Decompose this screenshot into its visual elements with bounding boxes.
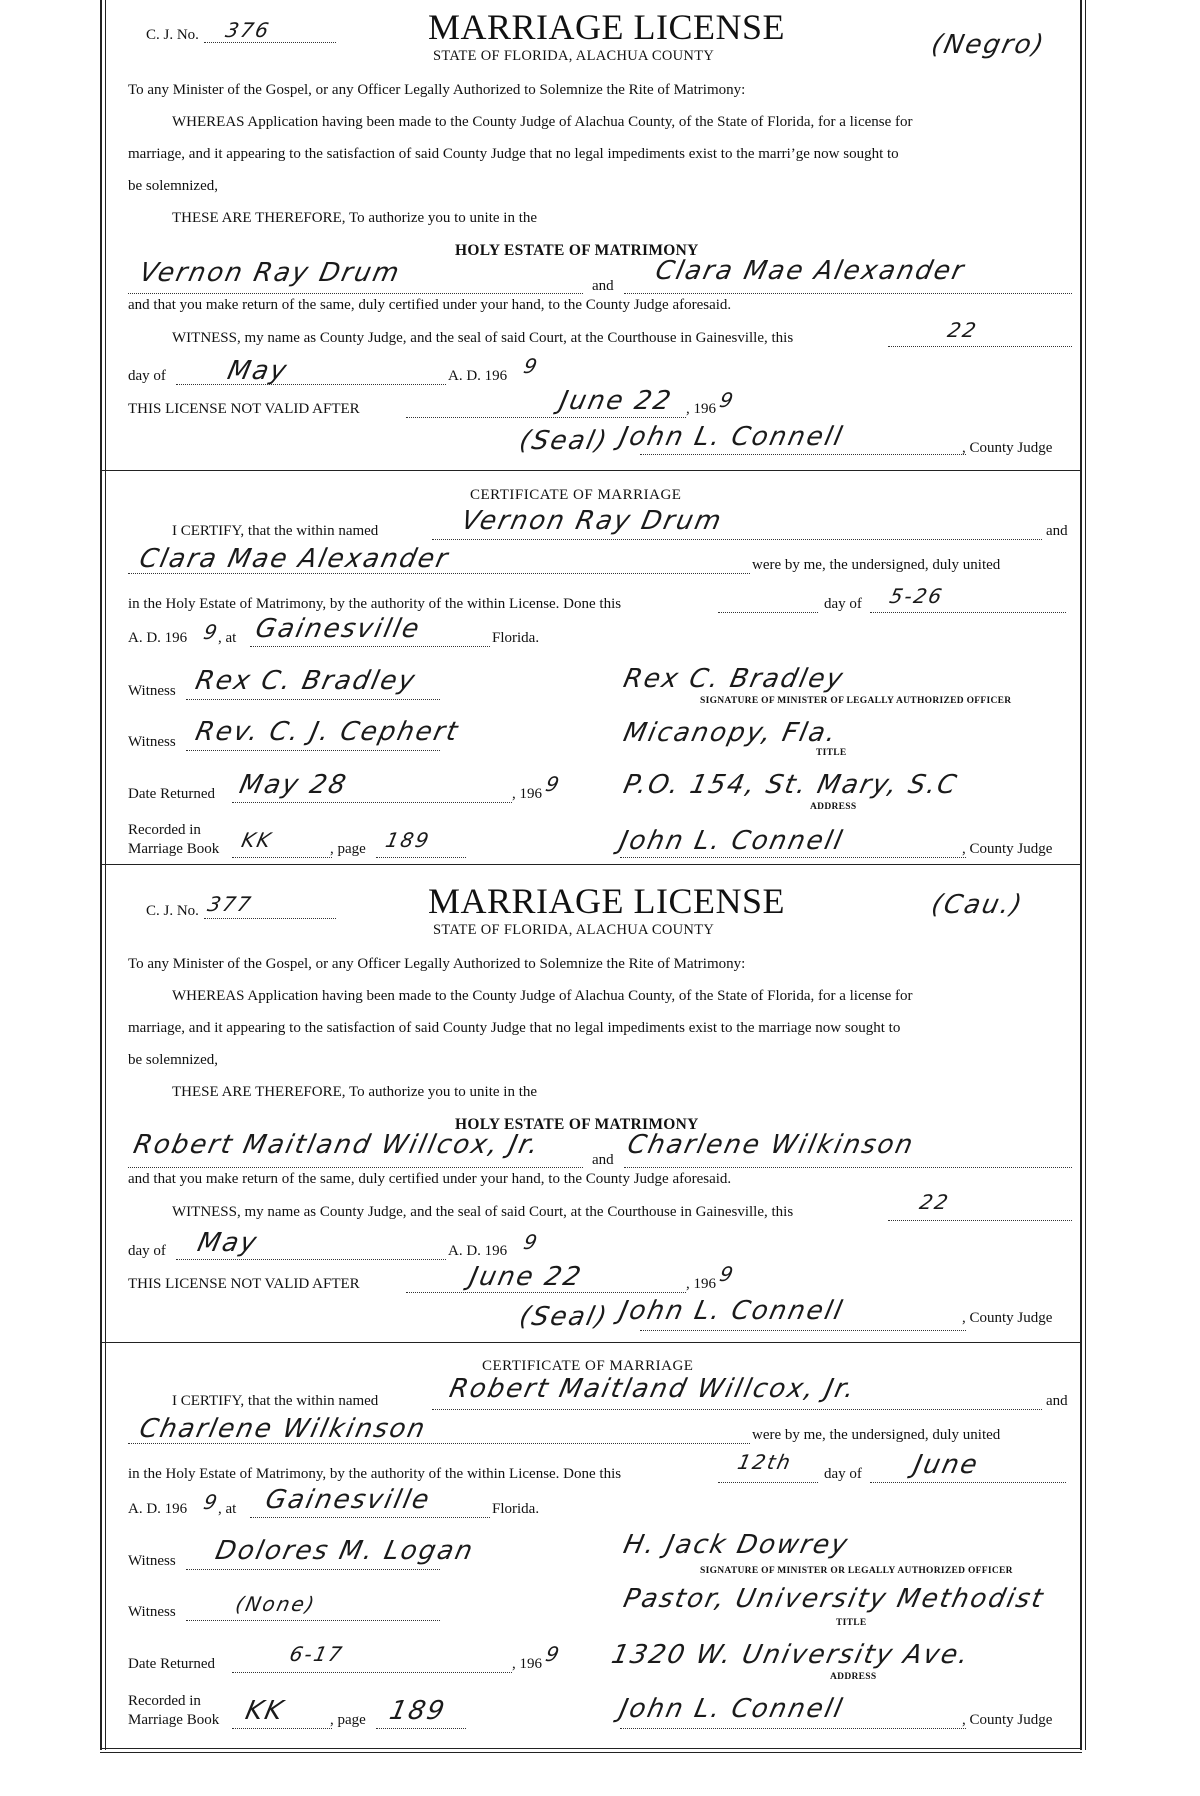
certificate-title: CERTIFICATE OF MARRIAGE xyxy=(482,1358,694,1374)
at-label: , at xyxy=(218,1501,237,1517)
cj-dots xyxy=(204,918,336,919)
month-dots xyxy=(176,1259,446,1260)
race-note: (Cau.) xyxy=(928,890,1027,920)
not-valid-date: June 22 xyxy=(466,1262,586,1292)
witness-line: WITNESS, my name as County Judge, and the seal of said Court, at the Courthouse in Gainesville, this xyxy=(172,1204,794,1220)
right-border xyxy=(1080,0,1082,1750)
page-number: 189 xyxy=(383,828,433,852)
witness-day: 22 xyxy=(917,1190,953,1214)
date-returned-dots xyxy=(232,1672,512,1673)
year-digit: 9 xyxy=(521,1230,542,1254)
book-dots xyxy=(232,857,332,858)
were-by-me: were by me, the undersigned, duly united xyxy=(752,557,1001,573)
bottom-border-inner xyxy=(100,1752,1082,1753)
year-digit: 9 xyxy=(521,354,542,378)
county-judge-label: , County Judge xyxy=(962,1712,1053,1728)
bride-name: Charlene Wilkinson xyxy=(136,1414,430,1444)
license-title: MARRIAGE LICENSE xyxy=(428,881,785,921)
month-done-dots xyxy=(870,1482,1066,1483)
seal: (Seal) xyxy=(516,426,612,456)
day-of-label: day of xyxy=(824,596,862,612)
left-border-inner xyxy=(105,0,106,1750)
page-dots xyxy=(376,857,466,858)
cj-number: 376 xyxy=(223,18,273,42)
judge-signature: John L. Connell xyxy=(616,826,847,856)
recorded-in: Recorded in xyxy=(128,1693,201,1709)
witness-1-dots xyxy=(186,699,440,700)
witness-2-label: Witness xyxy=(128,734,176,750)
whereas-line-1: WHEREAS Application having been made to the County Judge of Alachua County, of the State of Florida, for a license for xyxy=(172,114,913,130)
day-done: 12th xyxy=(735,1450,795,1474)
officer-title: Pastor, University Methodist xyxy=(620,1584,1048,1614)
officer-signature: H. Jack Dowrey xyxy=(620,1530,852,1560)
judge-signature: John L. Connell xyxy=(616,422,847,452)
date-done: 5-26 xyxy=(887,584,946,608)
officer-signature: Rex C. Bradley xyxy=(620,664,848,694)
done-day-dots xyxy=(718,1482,818,1483)
were-by-me: were by me, the undersigned, duly united xyxy=(752,1427,1001,1443)
therefore-line: THESE ARE THEREFORE, To authorize you to unite in the xyxy=(172,1084,538,1100)
witness-2-label: Witness xyxy=(128,1604,176,1620)
month-dots xyxy=(176,384,446,385)
date-returned-dots xyxy=(232,802,512,803)
not-valid-label: THIS LICENSE NOT VALID AFTER xyxy=(128,401,360,417)
year-digit: 9 xyxy=(201,620,222,644)
title-caption: TITLE xyxy=(836,1618,867,1628)
whereas-line-1: WHEREAS Application having been made to the County Judge of Alachua County, of the State of Florida, for a license for xyxy=(172,988,913,1004)
and-word: and xyxy=(1046,523,1068,539)
groom-name: Vernon Ray Drum xyxy=(458,506,726,536)
left-border xyxy=(100,0,102,1750)
not-valid-label: THIS LICENSE NOT VALID AFTER xyxy=(128,1276,360,1292)
county-judge-label: , County Judge xyxy=(962,841,1053,857)
whereas-line-2: marriage, and it appearing to the satisfaction of said County Judge that no legal impediments exist to the marri’ge now sought to xyxy=(128,146,899,162)
place-dots xyxy=(250,1517,490,1518)
ad-label: A. D. 196 xyxy=(128,1501,188,1517)
address-line: To any Minister of the Gospel, or any Officer Legally Authorized to Solemnize the Rite of Matrimony: xyxy=(128,82,746,98)
witness-line: WITNESS, my name as County Judge, and the seal of said Court, at the Courthouse in Gainesville, this xyxy=(172,330,794,346)
judge-dots xyxy=(620,1728,966,1729)
divider-1 xyxy=(100,470,1082,471)
year-digit: 9 xyxy=(201,1490,222,1514)
not-valid-dots xyxy=(406,1292,686,1293)
officer-address: 1320 W. University Ave. xyxy=(608,1640,973,1670)
witness-2-dots xyxy=(186,1620,440,1621)
license-subtitle: STATE OF FLORIDA, ALACHUA COUNTY xyxy=(433,48,715,64)
returned-year-digit: 9 xyxy=(543,1642,564,1666)
seal: (Seal) xyxy=(516,1302,612,1332)
witness-1-name: Rex C. Bradley xyxy=(192,666,420,696)
and-word: and xyxy=(1046,1393,1068,1409)
place: Gainesville xyxy=(262,1485,434,1515)
month-done: June xyxy=(910,1450,982,1480)
not-valid-year-label: , 196 xyxy=(686,1276,716,1292)
witness-day-dots xyxy=(888,346,1072,347)
officer-caption: SIGNATURE OF MINISTER OF LEGALLY AUTHORIZED OFFICER xyxy=(700,696,1012,706)
i-certify: I CERTIFY, that the within named xyxy=(172,1393,379,1409)
page-number: 189 xyxy=(386,1696,449,1726)
not-valid-year-digit: 9 xyxy=(717,1262,738,1286)
witness-2-name: Rev. C. J. Cephert xyxy=(192,717,462,747)
florida: Florida. xyxy=(492,630,540,646)
place-dots xyxy=(250,646,490,647)
judge-signature: John L. Connell xyxy=(616,1296,847,1326)
witness-day-dots xyxy=(888,1220,1072,1221)
therefore-line: THESE ARE THEREFORE, To authorize you to unite in the xyxy=(172,210,538,226)
witness-day: 22 xyxy=(945,318,981,342)
bottom-border xyxy=(100,1748,1082,1749)
groom-name: Robert Maitland Willcox, Jr. xyxy=(130,1130,543,1160)
place: Gainesville xyxy=(252,614,424,644)
judge-signature: John L. Connell xyxy=(616,1694,847,1724)
page-label: , page xyxy=(330,841,366,857)
bride-dots xyxy=(624,293,1072,294)
return-line: and that you make return of the same, duly certified under your hand, to the County Judge aforesaid. xyxy=(128,297,732,313)
marriage-book-label: Marriage Book xyxy=(128,841,220,857)
day-of-label: day of xyxy=(824,1466,862,1482)
date-returned: 6-17 xyxy=(287,1642,346,1666)
bride-dots xyxy=(624,1167,1072,1168)
florida: Florida. xyxy=(492,1501,540,1517)
ad-label: A. D. 196 xyxy=(448,1243,508,1259)
groom-name: Robert Maitland Willcox, Jr. xyxy=(446,1374,859,1404)
groom-dots xyxy=(128,1167,583,1168)
book: KK xyxy=(242,1696,288,1726)
groom-dots xyxy=(432,1409,1042,1410)
not-valid-year-digit: 9 xyxy=(717,388,738,412)
day-of-label: day of xyxy=(128,368,166,384)
at-label: , at xyxy=(218,630,237,646)
bride-name: Clara Mae Alexander xyxy=(136,544,453,574)
holy-estate-heading: HOLY ESTATE OF MATRIMONY xyxy=(455,1116,699,1133)
month: May xyxy=(224,356,291,386)
officer-address: P.O. 154, St. Mary, S.C xyxy=(620,770,961,800)
holy-estate-heading: HOLY ESTATE OF MATRIMONY xyxy=(455,242,699,259)
not-valid-date: June 22 xyxy=(556,386,676,416)
recorded-in: Recorded in xyxy=(128,822,201,838)
officer-title: Micanopy, Fla. xyxy=(620,718,841,748)
date-returned-label: Date Returned xyxy=(128,1656,216,1672)
license-subtitle: STATE OF FLORIDA, ALACHUA COUNTY xyxy=(433,922,715,938)
county-judge-label: , County Judge xyxy=(962,440,1053,456)
i-certify: I CERTIFY, that the within named xyxy=(172,523,379,539)
county-judge-label: , County Judge xyxy=(962,1310,1053,1326)
page-label: , page xyxy=(330,1712,366,1728)
groom-dots xyxy=(128,293,583,294)
return-line: and that you make return of the same, duly certified under your hand, to the County Judge aforesaid. xyxy=(128,1171,732,1187)
witness-1-name: Dolores M. Logan xyxy=(212,1536,478,1566)
whereas-line-3: be solemnized, xyxy=(128,178,218,194)
judge-dots xyxy=(640,1330,966,1331)
and-word: and xyxy=(592,278,614,294)
groom-dots xyxy=(432,539,1042,540)
certificate-title: CERTIFICATE OF MARRIAGE xyxy=(470,487,682,503)
witness-2-dots xyxy=(186,750,440,751)
returned-year-digit: 9 xyxy=(543,772,564,796)
cj-number: 377 xyxy=(205,892,255,916)
witness-1-label: Witness xyxy=(128,1553,176,1569)
date-done-dots xyxy=(870,612,1066,613)
title-caption: TITLE xyxy=(816,748,847,758)
not-valid-year-label: , 196 xyxy=(686,401,716,417)
day-of-label: day of xyxy=(128,1243,166,1259)
holy-estate-line: in the Holy Estate of Matrimony, by the authority of the within License. Done this xyxy=(128,596,622,612)
date-returned-label: Date Returned xyxy=(128,786,216,802)
returned-year-label: , 196 xyxy=(512,786,542,802)
address-line: To any Minister of the Gospel, or any Officer Legally Authorized to Solemnize the Rite of Matrimony: xyxy=(128,956,746,972)
address-caption: ADDRESS xyxy=(830,1672,877,1682)
date-returned: May 28 xyxy=(236,770,351,800)
done-day-dots xyxy=(718,612,818,613)
book-dots xyxy=(232,1728,332,1729)
groom-name: Vernon Ray Drum xyxy=(136,258,404,288)
holy-estate-line: in the Holy Estate of Matrimony, by the authority of the within License. Done this xyxy=(128,1466,622,1482)
cj-label: C. J. No. xyxy=(146,27,199,43)
book: KK xyxy=(239,828,275,852)
whereas-line-2: marriage, and it appearing to the satisfaction of said County Judge that no legal impediments exist to the marriage now sought to xyxy=(128,1020,901,1036)
witness-1-label: Witness xyxy=(128,683,176,699)
bride-name: Clara Mae Alexander xyxy=(652,256,969,286)
returned-year-label: , 196 xyxy=(512,1656,542,1672)
judge-dots xyxy=(640,454,966,455)
month: May xyxy=(194,1228,261,1258)
whereas-line-3: be solemnized, xyxy=(128,1052,218,1068)
divider-3 xyxy=(100,1342,1082,1343)
not-valid-dots xyxy=(406,417,686,418)
race-note: (Negro) xyxy=(928,30,1049,60)
cj-dots xyxy=(204,42,336,43)
witness-1-dots xyxy=(186,1569,440,1570)
page-dots xyxy=(376,1728,466,1729)
address-caption: ADDRESS xyxy=(810,802,857,812)
judge-dots xyxy=(620,857,966,858)
cj-label: C. J. No. xyxy=(146,903,199,919)
and-word: and xyxy=(592,1152,614,1168)
bride-name: Charlene Wilkinson xyxy=(624,1130,918,1160)
marriage-book-label: Marriage Book xyxy=(128,1712,220,1728)
divider-2 xyxy=(100,864,1082,865)
license-title: MARRIAGE LICENSE xyxy=(428,7,785,47)
ad-label: A. D. 196 xyxy=(128,630,188,646)
ad-label: A. D. 196 xyxy=(448,368,508,384)
officer-caption: SIGNATURE OF MINISTER OR LEGALLY AUTHORIZED OFFICER xyxy=(700,1566,1013,1576)
right-border-inner xyxy=(1085,0,1086,1750)
witness-2-name: (None) xyxy=(233,1592,319,1616)
